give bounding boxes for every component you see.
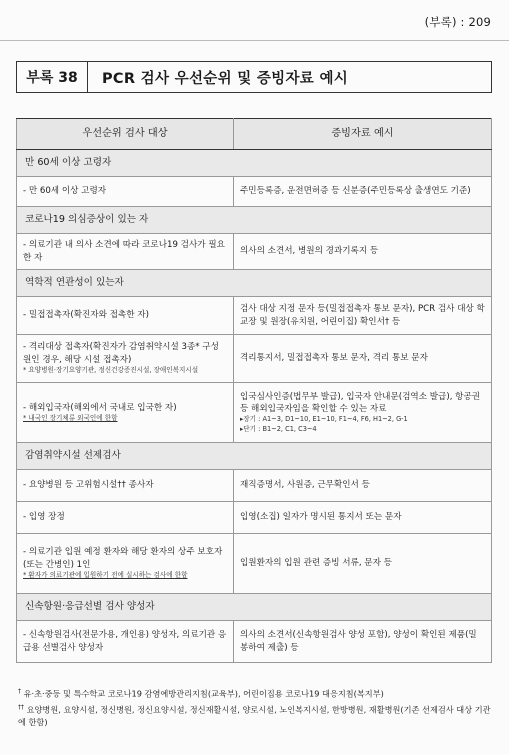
target-text: - 의료기관 입원 예정 환자와 해당 환자의 상주 보호자(또는 간병인) 1인 bbox=[23, 547, 223, 570]
proof-cell bbox=[234, 383, 492, 443]
appendix-title: PCR 검사 우선순위 및 증빙자료 예시 bbox=[102, 70, 349, 87]
section-title: 역학적 연관성이 있는자 bbox=[17, 270, 492, 297]
proof-cell: 입원환자의 입원 관련 증빙 서류, 문자 등 bbox=[234, 534, 492, 594]
footnote-mark: †† bbox=[18, 704, 24, 711]
section-row bbox=[17, 207, 492, 234]
table-row bbox=[17, 621, 492, 663]
proof-cell: 검사 대상 지정 문자 등(밀접접촉자 통보 문자), PCR 검사 대상 학교장 및 원장(유치원, 어린이집) 확인서† 등 bbox=[234, 297, 492, 335]
target-note: * 환자가 의료기관에 입원하기 전에 실시하는 검사에 한함 bbox=[23, 571, 188, 580]
footnote-text: 요양병원, 요양시설, 정신병원, 정신요양시설, 정신재활시설, 양로시설, 노인복지시설, 한방병원, 재활병원(기존 선제검사 대상 기관에 한함) bbox=[18, 704, 491, 727]
section-row bbox=[17, 443, 492, 470]
target-cell bbox=[17, 335, 234, 383]
section-title: 감염취약시설 선제검사 bbox=[17, 443, 492, 470]
proof-cell: 입영(소집) 일자가 명시된 통지서 또는 문자 bbox=[234, 502, 492, 534]
header-proof: 증빙자료 예시 bbox=[234, 119, 492, 150]
visa-short-term: ▸단기 : B1~2, C1, C3~4 bbox=[240, 424, 317, 433]
section-title: 코로나19 의심증상이 있는 자 bbox=[17, 207, 492, 234]
target-cell bbox=[17, 534, 234, 594]
section-row bbox=[17, 270, 492, 297]
section-title: 신속항원·응급선별 검사 양성자 bbox=[17, 594, 492, 621]
target-cell: - 입영 장정 bbox=[17, 502, 234, 534]
proof-cell: 주민등록증, 운전면허증 등 신분증(주민등록상 출생연도 기준) bbox=[234, 177, 492, 207]
footnote bbox=[18, 688, 496, 701]
table-row bbox=[17, 502, 492, 534]
proof-cell: 의사의 소견서, 병원의 경과기록지 등 bbox=[234, 234, 492, 270]
target-text: - 격리대상 접촉자(확진자가 감염취약시설 3종* 구성원인 경우, 해당 시설 접촉자) bbox=[23, 342, 219, 365]
section-row bbox=[17, 150, 492, 177]
proof-cell: 의사의 소견서(신속항원검사 양성 포함), 양성이 확인된 제품(밀봉하여 제출) 등 bbox=[234, 621, 492, 663]
visa-long-term: ▸장기 : A1~3, D1~10, E1~10, F1~4, F6, H1~2, G-1 bbox=[240, 415, 408, 424]
header-rule bbox=[0, 40, 509, 41]
footnote-text: 유·초·중등 및 특수학교 코로나19 감염예방관리지침(교육부), 어린이집용 코로나19 대응지침(복지부) bbox=[23, 688, 384, 699]
proof-text: 입국심사인증(법무부 발급), 입국자 안내문(검역소 발급), 항공권 등 해외입국자임을 확인할 수 있는 자료 bbox=[240, 391, 481, 414]
table-row bbox=[17, 383, 492, 443]
footnote bbox=[18, 704, 496, 729]
footnote-mark: † bbox=[18, 688, 21, 695]
target-cell: - 요양병원 등 고위험시설†† 종사자 bbox=[17, 470, 234, 502]
proof-cell: 재직증명서, 사원증, 근무확인서 등 bbox=[234, 470, 492, 502]
priority-table bbox=[16, 118, 492, 663]
target-note: * 내국인 장기체류 외국인에 한함 bbox=[23, 413, 118, 422]
target-cell bbox=[17, 383, 234, 443]
table-row bbox=[17, 534, 492, 594]
appendix-label: 부록 38 bbox=[17, 62, 88, 92]
table-row bbox=[17, 297, 492, 335]
target-cell: - 밀접접촉자(확진자와 접촉한 자) bbox=[17, 297, 234, 335]
target-cell: - 의료기관 내 의사 소견에 따라 코로나19 검사가 필요한 자 bbox=[17, 234, 234, 270]
table-row bbox=[17, 335, 492, 383]
target-cell: - 만 60세 이상 고령자 bbox=[17, 177, 234, 207]
section-row bbox=[17, 594, 492, 621]
table-header-row bbox=[17, 119, 492, 150]
target-text: - 해외입국자(해외에서 국내로 입국한 자) bbox=[23, 402, 177, 413]
page-number: (부록) : 209 bbox=[424, 15, 491, 29]
header-target: 우선순위 검사 대상 bbox=[17, 119, 234, 150]
target-cell: - 신속항원검사(전문가용, 개인용) 양성자, 의료기관 응급용 선별검사 양성자 bbox=[17, 621, 234, 663]
section-title: 만 60세 이상 고령자 bbox=[17, 150, 492, 177]
appendix-title-box bbox=[16, 61, 492, 93]
target-note: * 요양병원·장기요양기관, 정신건강증진시설, 장애인복지시설 bbox=[23, 366, 199, 375]
proof-cell: 격리통지서, 밀접접촉자 통보 문자, 격리 통보 문자 bbox=[234, 335, 492, 383]
table-row bbox=[17, 177, 492, 207]
table-row bbox=[17, 234, 492, 270]
table-row bbox=[17, 470, 492, 502]
